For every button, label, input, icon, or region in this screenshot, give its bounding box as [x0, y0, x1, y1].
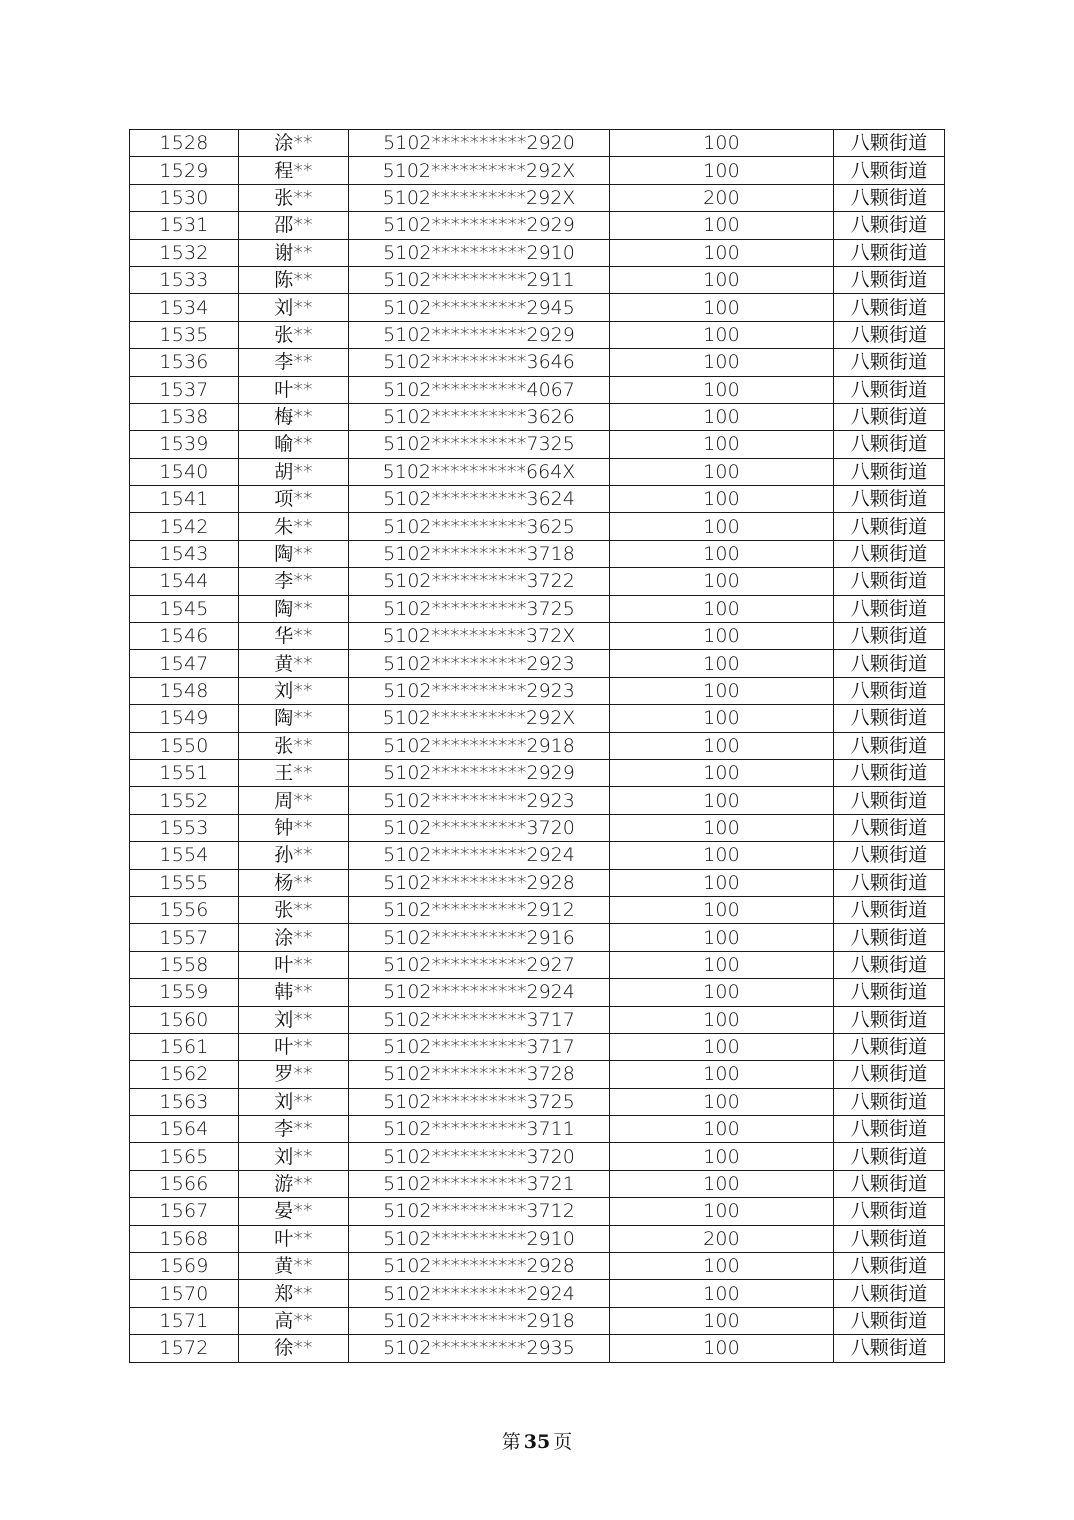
- amount-cell: 100: [610, 1033, 834, 1060]
- street-cell: 八颗街道: [834, 1116, 945, 1143]
- table-row: [130, 1061, 945, 1088]
- id-number-cell: 5102**********2924: [349, 1280, 610, 1307]
- serial-number-cell: 1546: [130, 623, 239, 650]
- table-row: [130, 486, 945, 513]
- amount-cell: 100: [610, 1006, 834, 1033]
- street-cell: 八颗街道: [834, 157, 945, 184]
- street-cell: 八颗街道: [834, 842, 945, 869]
- street-cell: 八颗街道: [834, 1170, 945, 1197]
- table-row: [130, 1143, 945, 1170]
- street-cell: 八颗街道: [834, 705, 945, 732]
- name-cell: 张**: [239, 184, 349, 211]
- street-cell: 八颗街道: [834, 1143, 945, 1170]
- table-row: [130, 1253, 945, 1280]
- street-cell: 八颗街道: [834, 321, 945, 348]
- street-cell: 八颗街道: [834, 184, 945, 211]
- id-number-cell: 5102**********2924: [349, 842, 610, 869]
- serial-number-cell: 1537: [130, 376, 239, 403]
- street-cell: 八颗街道: [834, 513, 945, 540]
- amount-cell: 100: [610, 705, 834, 732]
- serial-number-cell: 1565: [130, 1143, 239, 1170]
- street-cell: 八颗街道: [834, 732, 945, 759]
- id-number-cell: 5102**********664X: [349, 458, 610, 485]
- street-cell: 八颗街道: [834, 1253, 945, 1280]
- street-cell: 八颗街道: [834, 759, 945, 786]
- amount-cell: 100: [610, 349, 834, 376]
- name-cell: 张**: [239, 732, 349, 759]
- serial-number-cell: 1536: [130, 349, 239, 376]
- name-cell: 孙**: [239, 842, 349, 869]
- street-cell: 八颗街道: [834, 1335, 945, 1362]
- table-row: [130, 705, 945, 732]
- page-footer: [0, 1427, 1074, 1454]
- serial-number-cell: 1530: [130, 184, 239, 211]
- serial-number-cell: 1531: [130, 212, 239, 239]
- table-row: [130, 130, 945, 157]
- amount-cell: 100: [610, 1253, 834, 1280]
- id-number-cell: 5102**********2928: [349, 1253, 610, 1280]
- records-table-body: [130, 130, 945, 1363]
- serial-number-cell: 1557: [130, 924, 239, 951]
- serial-number-cell: 1570: [130, 1280, 239, 1307]
- name-cell: 罗**: [239, 1061, 349, 1088]
- serial-number-cell: 1562: [130, 1061, 239, 1088]
- id-number-cell: 5102**********3646: [349, 349, 610, 376]
- serial-number-cell: 1568: [130, 1225, 239, 1252]
- name-cell: 钟**: [239, 814, 349, 841]
- serial-number-cell: 1534: [130, 294, 239, 321]
- name-cell: 陶**: [239, 540, 349, 567]
- street-cell: 八颗街道: [834, 1307, 945, 1334]
- amount-cell: 100: [610, 677, 834, 704]
- id-number-cell: 5102**********292X: [349, 157, 610, 184]
- id-number-cell: 5102**********4067: [349, 376, 610, 403]
- street-cell: 八颗街道: [834, 1198, 945, 1225]
- id-number-cell: 5102**********2929: [349, 212, 610, 239]
- street-cell: 八颗街道: [834, 1033, 945, 1060]
- amount-cell: 100: [610, 486, 834, 513]
- amount-cell: 100: [610, 568, 834, 595]
- id-number-cell: 5102**********2923: [349, 677, 610, 704]
- serial-number-cell: 1543: [130, 540, 239, 567]
- serial-number-cell: 1569: [130, 1253, 239, 1280]
- id-number-cell: 5102**********3721: [349, 1170, 610, 1197]
- amount-cell: 100: [610, 595, 834, 622]
- table-row: [130, 1198, 945, 1225]
- id-number-cell: 5102**********2927: [349, 951, 610, 978]
- table-row: [130, 1033, 945, 1060]
- name-cell: 陈**: [239, 266, 349, 293]
- table-row: [130, 732, 945, 759]
- name-cell: 胡**: [239, 458, 349, 485]
- name-cell: 黄**: [239, 650, 349, 677]
- street-cell: 八颗街道: [834, 896, 945, 923]
- street-cell: 八颗街道: [834, 951, 945, 978]
- serial-number-cell: 1558: [130, 951, 239, 978]
- table-row: [130, 979, 945, 1006]
- id-number-cell: 5102**********292X: [349, 184, 610, 211]
- id-number-cell: 5102**********3720: [349, 814, 610, 841]
- serial-number-cell: 1538: [130, 403, 239, 430]
- amount-cell: 100: [610, 239, 834, 266]
- table-row: [130, 787, 945, 814]
- street-cell: 八颗街道: [834, 239, 945, 266]
- name-cell: 郑**: [239, 1280, 349, 1307]
- id-number-cell: 5102**********3624: [349, 486, 610, 513]
- street-cell: 八颗街道: [834, 1088, 945, 1115]
- table-row: [130, 403, 945, 430]
- serial-number-cell: 1571: [130, 1307, 239, 1334]
- table-row: [130, 814, 945, 841]
- name-cell: 叶**: [239, 376, 349, 403]
- street-cell: 八颗街道: [834, 924, 945, 951]
- amount-cell: 100: [610, 623, 834, 650]
- amount-cell: 100: [610, 842, 834, 869]
- amount-cell: 100: [610, 814, 834, 841]
- serial-number-cell: 1563: [130, 1088, 239, 1115]
- amount-cell: 100: [610, 458, 834, 485]
- amount-cell: 100: [610, 513, 834, 540]
- amount-cell: 100: [610, 1335, 834, 1362]
- name-cell: 王**: [239, 759, 349, 786]
- id-number-cell: 5102**********3711: [349, 1116, 610, 1143]
- amount-cell: 100: [610, 321, 834, 348]
- street-cell: 八颗街道: [834, 376, 945, 403]
- street-cell: 八颗街道: [834, 294, 945, 321]
- table-row: [130, 1006, 945, 1033]
- table-row: [130, 650, 945, 677]
- serial-number-cell: 1554: [130, 842, 239, 869]
- amount-cell: 100: [610, 951, 834, 978]
- page-footer-prefix: 第: [501, 1431, 521, 1453]
- serial-number-cell: 1561: [130, 1033, 239, 1060]
- street-cell: 八颗街道: [834, 403, 945, 430]
- name-cell: 谢**: [239, 239, 349, 266]
- amount-cell: 100: [610, 130, 834, 157]
- serial-number-cell: 1542: [130, 513, 239, 540]
- name-cell: 涂**: [239, 924, 349, 951]
- id-number-cell: 5102**********3722: [349, 568, 610, 595]
- id-number-cell: 5102**********3717: [349, 1033, 610, 1060]
- records-table: [129, 129, 945, 1363]
- table-row: [130, 349, 945, 376]
- serial-number-cell: 1556: [130, 896, 239, 923]
- serial-number-cell: 1566: [130, 1170, 239, 1197]
- street-cell: 八颗街道: [834, 212, 945, 239]
- street-cell: 八颗街道: [834, 568, 945, 595]
- name-cell: 刘**: [239, 1143, 349, 1170]
- table-row: [130, 294, 945, 321]
- amount-cell: 100: [610, 157, 834, 184]
- street-cell: 八颗街道: [834, 1006, 945, 1033]
- name-cell: 刘**: [239, 1006, 349, 1033]
- street-cell: 八颗街道: [834, 349, 945, 376]
- serial-number-cell: 1551: [130, 759, 239, 786]
- name-cell: 刘**: [239, 677, 349, 704]
- id-number-cell: 5102**********2923: [349, 787, 610, 814]
- serial-number-cell: 1548: [130, 677, 239, 704]
- serial-number-cell: 1560: [130, 1006, 239, 1033]
- amount-cell: 100: [610, 924, 834, 951]
- street-cell: 八颗街道: [834, 869, 945, 896]
- name-cell: 喻**: [239, 431, 349, 458]
- id-number-cell: 5102**********2923: [349, 650, 610, 677]
- serial-number-cell: 1572: [130, 1335, 239, 1362]
- street-cell: 八颗街道: [834, 595, 945, 622]
- table-row: [130, 157, 945, 184]
- page-footer-suffix: 页: [553, 1431, 573, 1453]
- street-cell: 八颗街道: [834, 814, 945, 841]
- name-cell: 梅**: [239, 403, 349, 430]
- id-number-cell: 5102**********3725: [349, 595, 610, 622]
- name-cell: 李**: [239, 349, 349, 376]
- table-row: [130, 951, 945, 978]
- serial-number-cell: 1547: [130, 650, 239, 677]
- street-cell: 八颗街道: [834, 266, 945, 293]
- serial-number-cell: 1529: [130, 157, 239, 184]
- street-cell: 八颗街道: [834, 650, 945, 677]
- name-cell: 叶**: [239, 1033, 349, 1060]
- amount-cell: 100: [610, 759, 834, 786]
- id-number-cell: 5102**********2924: [349, 979, 610, 1006]
- name-cell: 晏**: [239, 1198, 349, 1225]
- street-cell: 八颗街道: [834, 1061, 945, 1088]
- id-number-cell: 5102**********3712: [349, 1198, 610, 1225]
- table-row: [130, 568, 945, 595]
- street-cell: 八颗街道: [834, 130, 945, 157]
- serial-number-cell: 1555: [130, 869, 239, 896]
- amount-cell: 100: [610, 376, 834, 403]
- name-cell: 李**: [239, 1116, 349, 1143]
- amount-cell: 100: [610, 1061, 834, 1088]
- table-row: [130, 1280, 945, 1307]
- name-cell: 张**: [239, 321, 349, 348]
- amount-cell: 200: [610, 1225, 834, 1252]
- street-cell: 八颗街道: [834, 486, 945, 513]
- name-cell: 高**: [239, 1307, 349, 1334]
- serial-number-cell: 1540: [130, 458, 239, 485]
- id-number-cell: 5102**********2918: [349, 732, 610, 759]
- name-cell: 刘**: [239, 1088, 349, 1115]
- name-cell: 华**: [239, 623, 349, 650]
- serial-number-cell: 1545: [130, 595, 239, 622]
- table-row: [130, 759, 945, 786]
- id-number-cell: 5102**********292X: [349, 705, 610, 732]
- serial-number-cell: 1532: [130, 239, 239, 266]
- table-row: [130, 1088, 945, 1115]
- amount-cell: 100: [610, 869, 834, 896]
- page-number: 35: [523, 1431, 551, 1453]
- id-number-cell: 5102**********3725: [349, 1088, 610, 1115]
- name-cell: 程**: [239, 157, 349, 184]
- table-row: [130, 623, 945, 650]
- serial-number-cell: 1552: [130, 787, 239, 814]
- table-row: [130, 212, 945, 239]
- id-number-cell: 5102**********3720: [349, 1143, 610, 1170]
- amount-cell: 100: [610, 1198, 834, 1225]
- table-row: [130, 458, 945, 485]
- id-number-cell: 5102**********2912: [349, 896, 610, 923]
- name-cell: 朱**: [239, 513, 349, 540]
- id-number-cell: 5102**********3728: [349, 1061, 610, 1088]
- street-cell: 八颗街道: [834, 431, 945, 458]
- name-cell: 邵**: [239, 212, 349, 239]
- name-cell: 叶**: [239, 951, 349, 978]
- amount-cell: 200: [610, 184, 834, 211]
- amount-cell: 100: [610, 732, 834, 759]
- id-number-cell: 5102**********2929: [349, 759, 610, 786]
- table-row: [130, 924, 945, 951]
- table-row: [130, 595, 945, 622]
- id-number-cell: 5102**********3717: [349, 1006, 610, 1033]
- name-cell: 张**: [239, 896, 349, 923]
- name-cell: 刘**: [239, 294, 349, 321]
- serial-number-cell: 1528: [130, 130, 239, 157]
- name-cell: 叶**: [239, 1225, 349, 1252]
- street-cell: 八颗街道: [834, 623, 945, 650]
- street-cell: 八颗街道: [834, 787, 945, 814]
- amount-cell: 100: [610, 403, 834, 430]
- amount-cell: 100: [610, 1088, 834, 1115]
- table-row: [130, 677, 945, 704]
- table-row: [130, 540, 945, 567]
- street-cell: 八颗街道: [834, 458, 945, 485]
- serial-number-cell: 1564: [130, 1116, 239, 1143]
- name-cell: 黄**: [239, 1253, 349, 1280]
- id-number-cell: 5102**********3718: [349, 540, 610, 567]
- amount-cell: 100: [610, 212, 834, 239]
- street-cell: 八颗街道: [834, 677, 945, 704]
- id-number-cell: 5102**********7325: [349, 431, 610, 458]
- id-number-cell: 5102**********3626: [349, 403, 610, 430]
- name-cell: 杨**: [239, 869, 349, 896]
- name-cell: 徐**: [239, 1335, 349, 1362]
- amount-cell: 100: [610, 1143, 834, 1170]
- amount-cell: 100: [610, 266, 834, 293]
- amount-cell: 100: [610, 896, 834, 923]
- amount-cell: 100: [610, 431, 834, 458]
- table-row: [130, 266, 945, 293]
- name-cell: 陶**: [239, 595, 349, 622]
- id-number-cell: 5102**********2918: [349, 1307, 610, 1334]
- id-number-cell: 5102**********3625: [349, 513, 610, 540]
- amount-cell: 100: [610, 1280, 834, 1307]
- id-number-cell: 5102**********2920: [349, 130, 610, 157]
- name-cell: 陶**: [239, 705, 349, 732]
- amount-cell: 100: [610, 787, 834, 814]
- serial-number-cell: 1567: [130, 1198, 239, 1225]
- table-row: [130, 431, 945, 458]
- table-row: [130, 1116, 945, 1143]
- id-number-cell: 5102**********372X: [349, 623, 610, 650]
- amount-cell: 100: [610, 294, 834, 321]
- table-row: [130, 321, 945, 348]
- table-row: [130, 1335, 945, 1362]
- street-cell: 八颗街道: [834, 1280, 945, 1307]
- id-number-cell: 5102**********2928: [349, 869, 610, 896]
- serial-number-cell: 1550: [130, 732, 239, 759]
- table-row: [130, 184, 945, 211]
- serial-number-cell: 1559: [130, 979, 239, 1006]
- amount-cell: 100: [610, 979, 834, 1006]
- id-number-cell: 5102**********2911: [349, 266, 610, 293]
- name-cell: 周**: [239, 787, 349, 814]
- table-row: [130, 376, 945, 403]
- street-cell: 八颗街道: [834, 1225, 945, 1252]
- id-number-cell: 5102**********2910: [349, 1225, 610, 1252]
- name-cell: 游**: [239, 1170, 349, 1197]
- amount-cell: 100: [610, 1116, 834, 1143]
- serial-number-cell: 1549: [130, 705, 239, 732]
- name-cell: 韩**: [239, 979, 349, 1006]
- street-cell: 八颗街道: [834, 540, 945, 567]
- amount-cell: 100: [610, 540, 834, 567]
- id-number-cell: 5102**********2945: [349, 294, 610, 321]
- id-number-cell: 5102**********2910: [349, 239, 610, 266]
- serial-number-cell: 1535: [130, 321, 239, 348]
- id-number-cell: 5102**********2916: [349, 924, 610, 951]
- table-row: [130, 1307, 945, 1334]
- name-cell: 项**: [239, 486, 349, 513]
- table-row: [130, 1170, 945, 1197]
- amount-cell: 100: [610, 1307, 834, 1334]
- table-row: [130, 842, 945, 869]
- id-number-cell: 5102**********2935: [349, 1335, 610, 1362]
- serial-number-cell: 1539: [130, 431, 239, 458]
- amount-cell: 100: [610, 650, 834, 677]
- id-number-cell: 5102**********2929: [349, 321, 610, 348]
- name-cell: 涂**: [239, 130, 349, 157]
- amount-cell: 100: [610, 1170, 834, 1197]
- name-cell: 李**: [239, 568, 349, 595]
- table-row: [130, 239, 945, 266]
- table-row: [130, 513, 945, 540]
- table-row: [130, 896, 945, 923]
- street-cell: 八颗街道: [834, 979, 945, 1006]
- serial-number-cell: 1544: [130, 568, 239, 595]
- table-row: [130, 869, 945, 896]
- serial-number-cell: 1533: [130, 266, 239, 293]
- serial-number-cell: 1541: [130, 486, 239, 513]
- table-row: [130, 1225, 945, 1252]
- serial-number-cell: 1553: [130, 814, 239, 841]
